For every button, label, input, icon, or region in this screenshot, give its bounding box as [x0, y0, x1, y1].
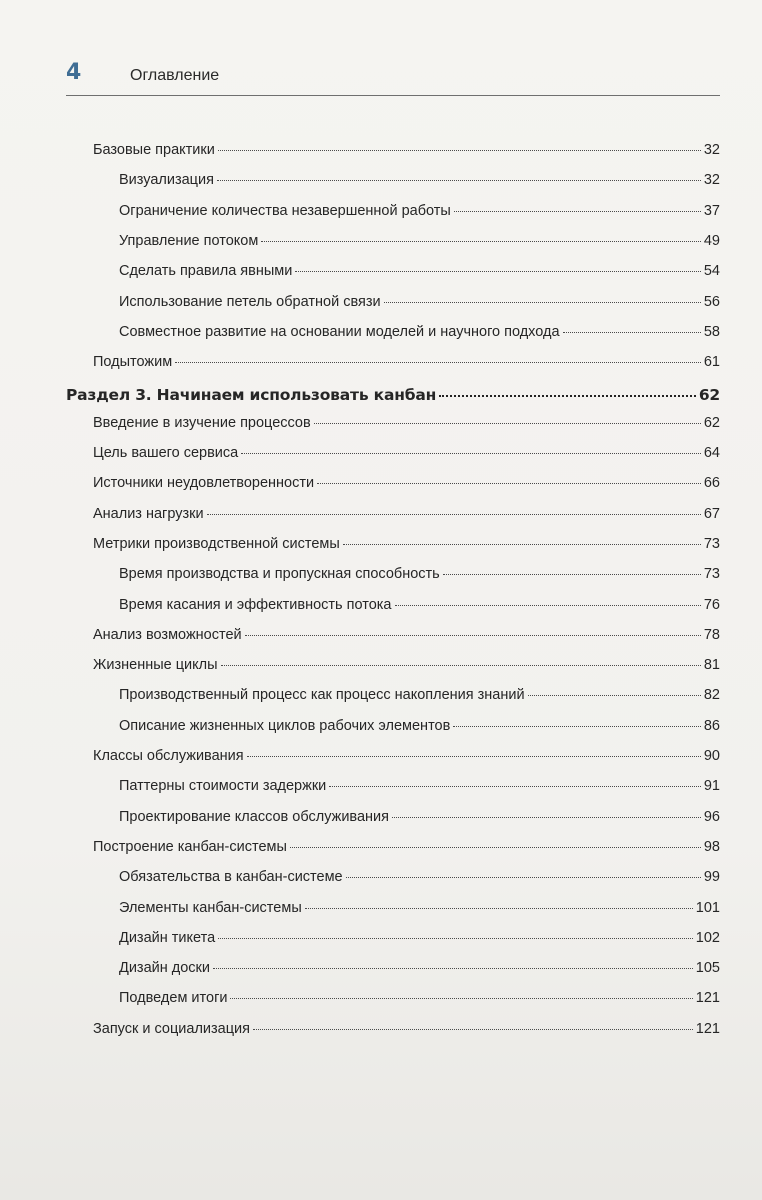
toc-entry-page: 32	[703, 172, 720, 188]
toc-entry-page: 90	[703, 748, 720, 764]
toc-entry-page: 66	[703, 475, 720, 491]
toc-entry-page: 49	[703, 233, 720, 249]
toc-entry	[93, 748, 720, 772]
toc-entry-title: Проектирование классов обслуживания	[119, 809, 389, 825]
header-divider	[66, 95, 720, 96]
toc-entry-title: Производственный процесс как процесс накопления знаний	[119, 687, 525, 703]
dot-leader	[217, 180, 701, 181]
toc-entry-title: Подытожим	[93, 354, 173, 370]
toc-entry	[119, 263, 720, 287]
toc-entry	[119, 597, 720, 621]
toc-entry-page: 56	[703, 294, 720, 310]
toc-entry	[119, 687, 720, 711]
toc-entry-page: 105	[695, 960, 720, 976]
toc-entry	[93, 839, 720, 863]
toc-entry-title: Ограничение количества незавершенной работы	[119, 203, 451, 219]
toc-entry-title: Дизайн тикета	[119, 930, 216, 946]
toc-entry-title: Метрики производственной системы	[93, 536, 340, 552]
toc-entry	[93, 354, 720, 378]
toc-entry-title: Источники неудовлетворенности	[93, 475, 315, 491]
toc-entry-page: 62	[703, 415, 720, 431]
toc-entry-title: Совместное развитие на основании моделей и научного подхода	[119, 324, 560, 340]
toc-entry	[119, 172, 720, 196]
dot-leader	[230, 998, 692, 999]
toc-entry	[93, 627, 720, 651]
toc-entry	[119, 869, 720, 893]
toc-entry	[93, 445, 720, 469]
toc-entry-title: Запуск и социализация	[93, 1021, 250, 1037]
dot-leader	[453, 726, 701, 727]
dot-leader	[175, 362, 701, 363]
toc-entry-title: Дизайн доски	[119, 960, 210, 976]
toc-entry-title: Анализ возможностей	[93, 627, 242, 643]
toc-entry	[119, 203, 720, 227]
toc-entry	[119, 960, 720, 984]
toc-entry-title: Описание жизненных циклов рабочих элементов	[119, 718, 451, 734]
dot-leader	[218, 150, 701, 151]
toc-entry-page: 67	[703, 506, 720, 522]
toc-entry-title: Визуализация	[119, 172, 214, 188]
dot-leader	[454, 211, 701, 212]
toc-entry-page: 101	[695, 900, 720, 916]
dot-leader	[329, 786, 701, 787]
toc-entry	[93, 142, 720, 166]
dot-leader	[305, 908, 693, 909]
toc-entry	[119, 900, 720, 924]
toc-entry-page: 61	[703, 354, 720, 370]
toc-entry	[93, 657, 720, 681]
toc-entry-title: Цель вашего сервиса	[93, 445, 239, 461]
toc-entry-page: 73	[703, 536, 720, 552]
dot-leader	[245, 635, 701, 636]
dot-leader	[241, 453, 701, 454]
toc-entry-title: Обязательства в канбан-системе	[119, 869, 343, 885]
toc-entry-page: 81	[703, 657, 720, 673]
toc-entry-title: Введение в изучение процессов	[93, 415, 311, 431]
toc-entry	[119, 930, 720, 954]
toc-entry-page: 98	[703, 839, 720, 855]
toc-entry	[119, 324, 720, 348]
toc-entry	[119, 990, 720, 1014]
toc-entry-title: Жизненные циклы	[93, 657, 218, 673]
toc-entry	[119, 778, 720, 802]
dot-leader	[439, 395, 696, 397]
dot-leader	[392, 817, 701, 818]
toc-entry-page: 64	[703, 445, 720, 461]
dot-leader	[346, 877, 701, 878]
toc-entry-title: Паттерны стоимости задержки	[119, 778, 327, 794]
page-number: 4	[66, 60, 82, 85]
toc-entry	[119, 294, 720, 318]
toc-entry	[119, 718, 720, 742]
running-head: Оглавление	[130, 67, 220, 84]
dot-leader	[314, 423, 701, 424]
dot-leader	[384, 302, 701, 303]
toc-entry	[93, 475, 720, 499]
page-header	[66, 58, 720, 94]
toc-entry-page: 102	[695, 930, 720, 946]
dot-leader	[261, 241, 701, 242]
toc-entry-page: 54	[703, 263, 720, 279]
dot-leader	[443, 574, 701, 575]
toc-entry-page: 99	[703, 869, 720, 885]
dot-leader	[563, 332, 701, 333]
dot-leader	[290, 847, 701, 848]
toc-entry-title: Время касания и эффективность потока	[119, 597, 392, 613]
toc-entry-title: Управление потоком	[119, 233, 259, 249]
toc-entry	[93, 1021, 720, 1045]
dot-leader	[395, 605, 701, 606]
toc-entry-title: Время производства и пропускная способность	[119, 566, 440, 582]
toc-entry-page: 32	[703, 142, 720, 158]
dot-leader	[218, 938, 693, 939]
toc-entry-title: Построение канбан-системы	[93, 839, 287, 855]
toc-entry	[93, 536, 720, 560]
dot-leader	[317, 483, 701, 484]
toc-entry-page: 121	[695, 1021, 720, 1037]
dot-leader	[295, 271, 701, 272]
toc-entry-page: 58	[703, 324, 720, 340]
dot-leader	[207, 514, 701, 515]
dot-leader	[221, 665, 701, 666]
toc-entry-page: 76	[703, 597, 720, 613]
toc-entry-title: Анализ нагрузки	[93, 506, 204, 522]
dot-leader	[213, 968, 693, 969]
toc-entry-page: 78	[703, 627, 720, 643]
toc-entry	[93, 506, 720, 530]
toc-entry-title: Базовые практики	[93, 142, 215, 158]
toc-entry-page: 37	[703, 203, 720, 219]
dot-leader	[343, 544, 701, 545]
toc-entry-title: Подведем итоги	[119, 990, 228, 1006]
dot-leader	[247, 756, 701, 757]
toc-entry-title: Элементы канбан-системы	[119, 900, 302, 916]
toc-entry	[93, 415, 720, 439]
toc-entry-title: Классы обслуживания	[93, 748, 244, 764]
toc-entry	[119, 566, 720, 590]
toc-entry-page: 96	[703, 809, 720, 825]
toc-entry	[119, 233, 720, 257]
toc-entry-page: 121	[695, 990, 720, 1006]
toc-entry-page: 62	[698, 386, 720, 404]
toc-entry-page: 91	[703, 778, 720, 794]
toc-entry-page: 73	[703, 566, 720, 582]
toc-part-heading	[66, 386, 720, 410]
toc-entry-title: Раздел 3. Начинаем использовать канбан	[66, 386, 437, 404]
toc-entry-title: Сделать правила явными	[119, 263, 293, 279]
toc-entry-page: 86	[703, 718, 720, 734]
toc-entry	[119, 809, 720, 833]
dot-leader	[253, 1029, 693, 1030]
dot-leader	[528, 695, 701, 696]
toc-entry-page: 82	[703, 687, 720, 703]
toc-entry-title: Использование петель обратной связи	[119, 294, 381, 310]
